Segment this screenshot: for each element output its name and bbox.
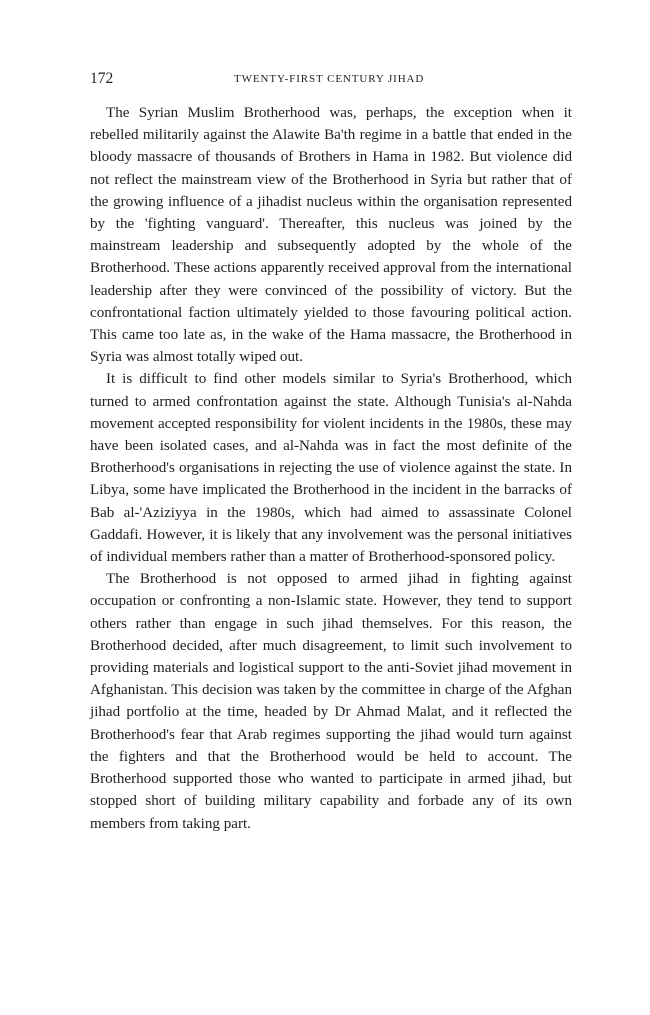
running-title: TWENTY-FIRST CENTURY JIHAD — [234, 73, 425, 85]
page-number: 172 — [90, 70, 114, 87]
body-text — [90, 102, 572, 835]
book-page — [90, 68, 572, 835]
paragraph-armed-jihad: The Brotherhood is not opposed to armed jihad in fighting against occupation or confronting a non-Islamic state. However, they tend to support others rather than engage in such jihad themselves. For this reason, the Brotherhood decided, after much disagreement, to limit such involvement to providing materials and logistical support to the anti-Soviet jihad movement in Afghanistan. This decision was taken by the committee in charge of the Afghan jihad portfolio at the time, headed by Dr Ahmad Malat, and it reflected the Brotherhood's fear that Arab regimes supporting the jihad would turn against the fighters and that the Brotherhood would be held to account. The Brotherhood supported those who wanted to participate in armed jihad, but stopped short of building military capability and forbade any of its own members from taking part. — [90, 571, 572, 832]
paragraph-syrian-brotherhood: The Syrian Muslim Brotherhood was, perhaps, the exception when it rebelled militarily against the Alawite Ba'th regime in a battle that ended in the bloody massacre of thousands of Brothers in Hama in 1982. But violence did not reflect the mainstream view of the Brotherhood in Syria but rather that of the growing influence of a jihadist nucleus within the organisation represented by the 'fighting vanguard'. Thereafter, this nucleus was joined by the mainstream leadership and subsequently adopted by the whole of the Brotherhood. These actions apparently received approval from the international leadership after they were convinced of the possibility of victory. But the confrontational faction ultimately yielded to those favouring political action. This came too late as, in the wake of the Hama massacre, the Brotherhood in Syria was almost totally wiped out. — [90, 105, 572, 366]
running-head — [90, 68, 572, 90]
paragraph-other-models: It is difficult to find other models similar to Syria's Brotherhood, which turned to armed confrontation against the state. Although Tunisia's al-Nahda movement accepted responsibility for violent incidents in the 1980s, these may have been isolated cases, and al-Nahda was in fact the most definite of the Brotherhood's organisations in rejecting the use of violence against the state. In Libya, some have implicated the Brotherhood in the incident in the barracks of Bab al-'Aziziyya in the 1980s, which had aimed to assassinate Colonel Gaddafi. However, it is likely that any involvement was the personal initiatives of individual members rather than a matter of Brotherhood-sponsored policy. — [90, 371, 572, 566]
